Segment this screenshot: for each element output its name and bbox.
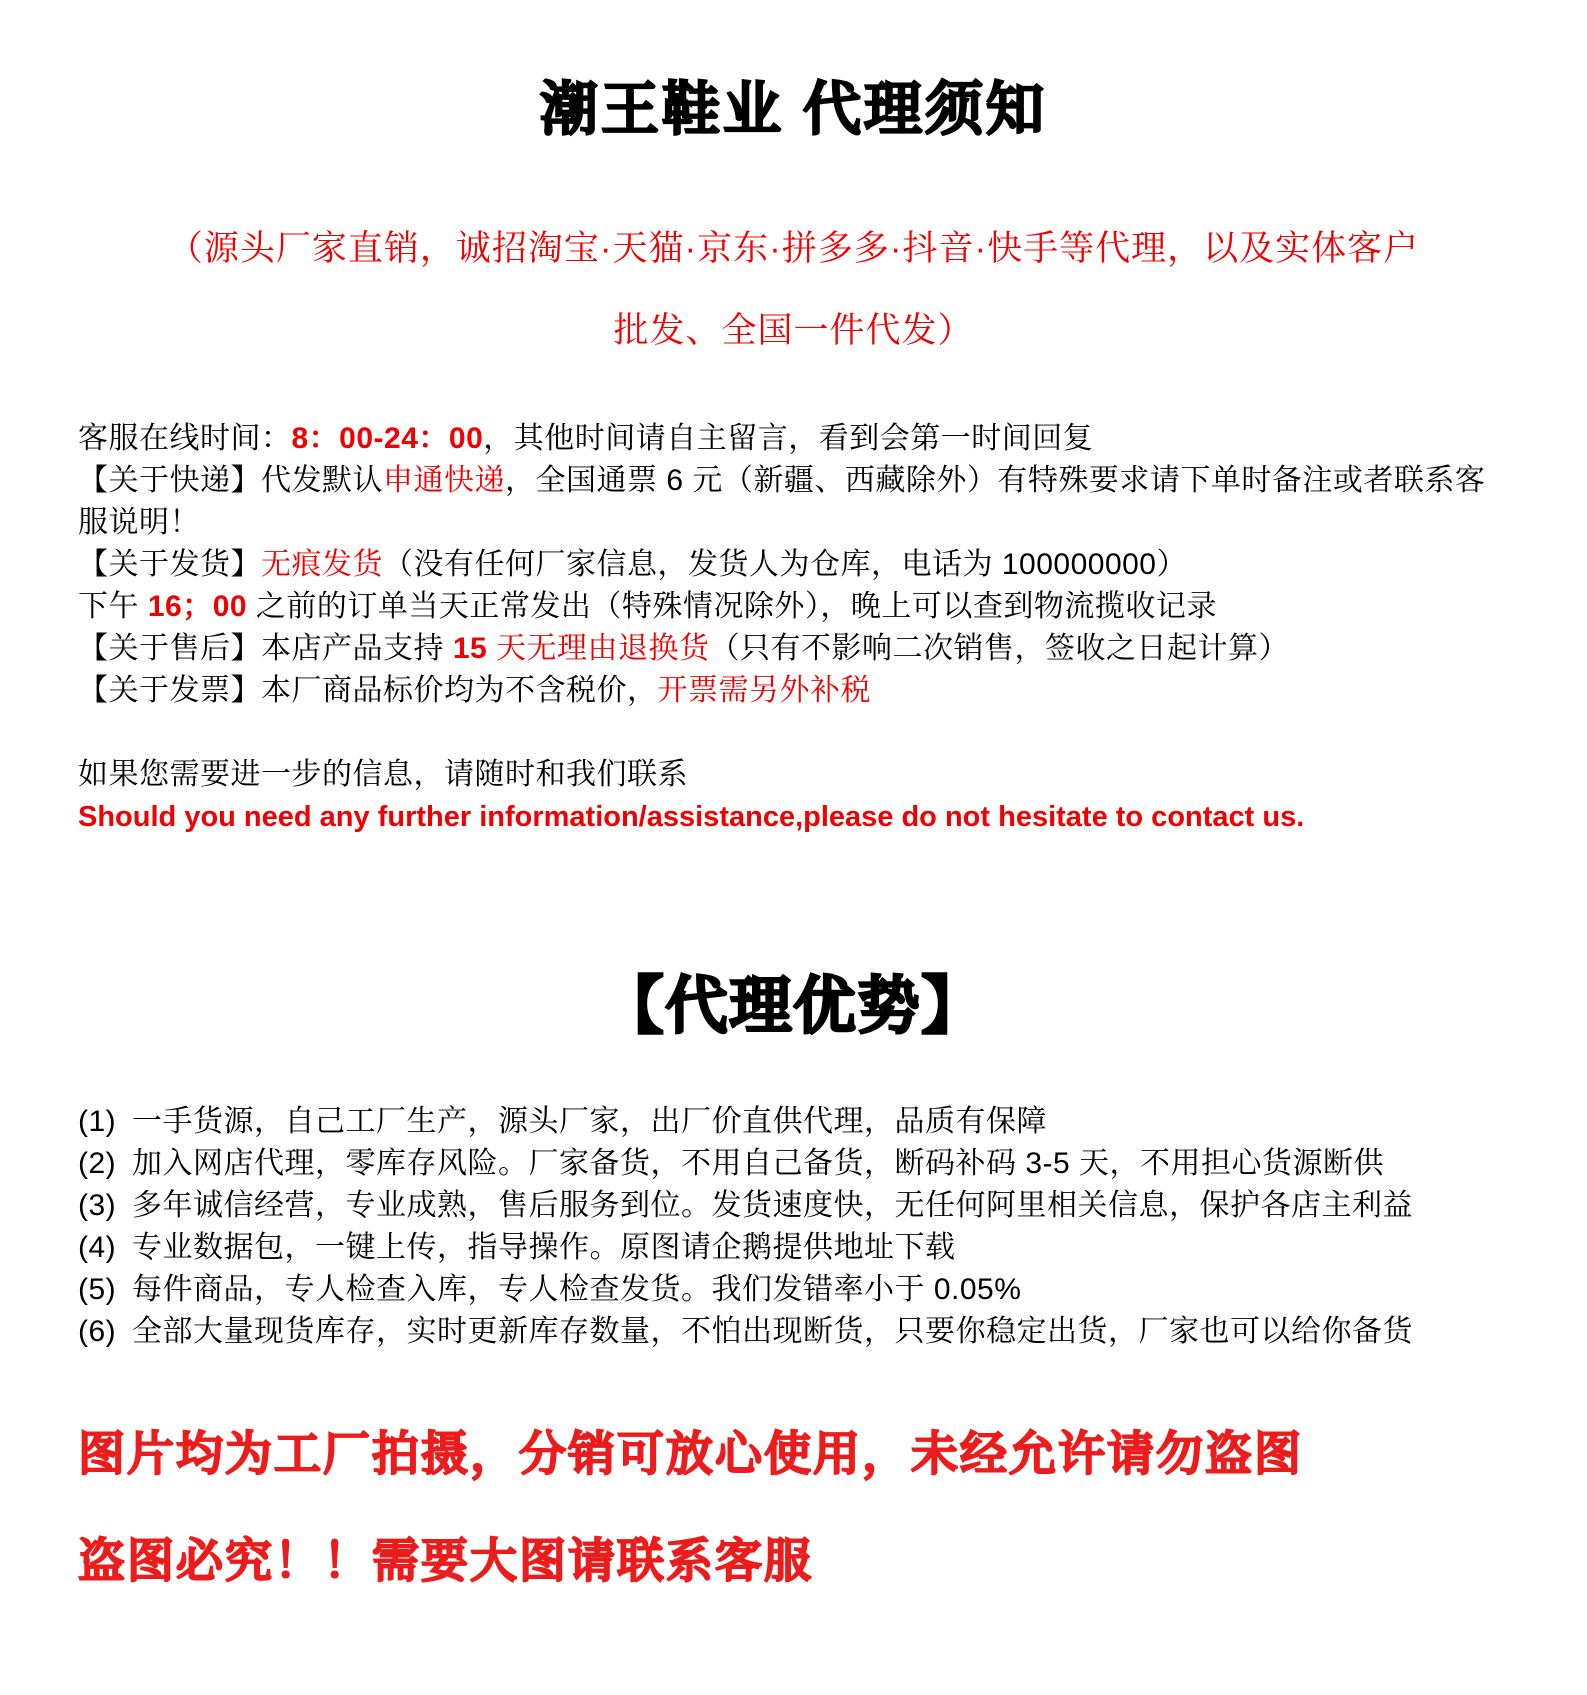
notice-invoice-pre: 本厂商品标价均为不含税价， [261, 674, 658, 707]
notice-express-tag: 【关于快递】 [78, 464, 261, 497]
intro-line-2: 批发、全国一件代发） [613, 311, 974, 350]
notice-aftersale-post: （只有不影响二次销售，签收之日起计算） [709, 632, 1290, 665]
list-item [78, 1227, 1509, 1269]
notice-aftersale-tag: 【关于售后】 [78, 632, 261, 665]
list-item-number: (6) [78, 1315, 117, 1348]
list-item-text: 全部大量现货库存，实时更新库存数量，不怕出现断货，只要你稳定出货，厂家也可以给你备货 [132, 1315, 1413, 1348]
notice-cutoff-pre: 下午 [78, 590, 148, 623]
intro-paragraph [78, 208, 1509, 372]
intro-line-1: （源头厂家直销，诚招淘宝·天猫·京东·拼多多·抖音·快手等代理，以及实体客户 [167, 229, 1420, 268]
list-item-text: 多年诚信经营，专业成熟，售后服务到位。发货速度快，无任何阿里相关信息，保护各店主利益 [132, 1189, 1413, 1222]
notice-invoice [78, 670, 1509, 712]
notice-shipping [78, 544, 1509, 586]
anti-theft-warning-line-1: 图片均为工厂拍摄，分销可放心使用，未经允许请勿盗图 [78, 1427, 1303, 1480]
notice-invoice-tag: 【关于发票】 [78, 674, 261, 707]
notice-shipping-tag: 【关于发货】 [78, 548, 261, 581]
list-item [78, 1269, 1509, 1311]
notice-aftersale [78, 628, 1509, 670]
notice-express-pre: 代发默认 [261, 464, 383, 497]
notice-aftersale-pre: 本店产品支持 [261, 632, 453, 665]
aftersale-highlight: 天无理由退换货 [487, 632, 710, 665]
service-hours-value: 8：00-24：00 [291, 422, 484, 455]
advantages-heading: 【代理优势】 [601, 972, 986, 1041]
anti-theft-warning-line-2: 盗图必究！！需要大图请联系客服 [78, 1534, 813, 1587]
notice-service-pre: 客服在线时间： [78, 422, 292, 455]
list-item-number: (4) [78, 1231, 117, 1264]
notice-shipping-post: （没有任何厂家信息，发货人为仓库，电话为 100000000） [383, 548, 1187, 581]
notice-service-hours [78, 418, 1509, 460]
notice-section [78, 418, 1509, 838]
aftersale-days-value: 15 [452, 632, 488, 665]
list-item [78, 1101, 1509, 1143]
advantages-list [78, 1101, 1509, 1353]
contact-line-en: Should you need any further information/assistance,please do not hesitate to contact us. [78, 801, 1305, 833]
list-item-text: 每件商品，专人检查入库，专人检查发货。我们发错率小于 0.05% [132, 1273, 1022, 1306]
notice-service-post: ，其他时间请自主留言，看到会第一时间回复 [483, 422, 1094, 455]
express-carrier-value: 申通快递 [383, 464, 505, 497]
list-item-text: 加入网店代理，零库存风险。厂家备货，不用自己备货，断码补码 3-5 天，不用担心货源断供 [132, 1147, 1385, 1180]
notice-express-post: ，全国通票 6 元（新疆、西藏除外）有特殊要求请下单时备注或者联系客服说明！ [78, 464, 1486, 539]
list-item-text: 一手货源，自己工厂生产，源头厂家，出厂价直供代理，品质有保障 [132, 1105, 1047, 1138]
invoice-highlight: 开票需另外补税 [657, 674, 871, 707]
notice-cutoff-post: 之前的订单当天正常发出（特殊情况除外），晚上可以查到物流揽收记录 [247, 590, 1217, 623]
shipping-highlight: 无痕发货 [261, 548, 383, 581]
list-item [78, 1311, 1509, 1353]
list-item [78, 1143, 1509, 1185]
notice-express [78, 460, 1509, 544]
list-item [78, 1185, 1509, 1227]
list-item-number: (2) [78, 1147, 117, 1180]
notice-cutoff-time [78, 586, 1509, 628]
list-item-number: (1) [78, 1105, 117, 1138]
list-item-text: 专业数据包，一键上传，指导操作。原图请企鹅提供地址下载 [132, 1231, 956, 1264]
list-item-number: (3) [78, 1189, 117, 1222]
list-item-number: (5) [78, 1273, 117, 1306]
page-title: 潮王鞋业 代理须知 [539, 77, 1048, 142]
contact-line-zh: 如果您需要进一步的信息，请随时和我们联系 [78, 758, 688, 791]
blank-line [78, 712, 1509, 754]
cutoff-time-value: 16；00 [147, 590, 248, 623]
